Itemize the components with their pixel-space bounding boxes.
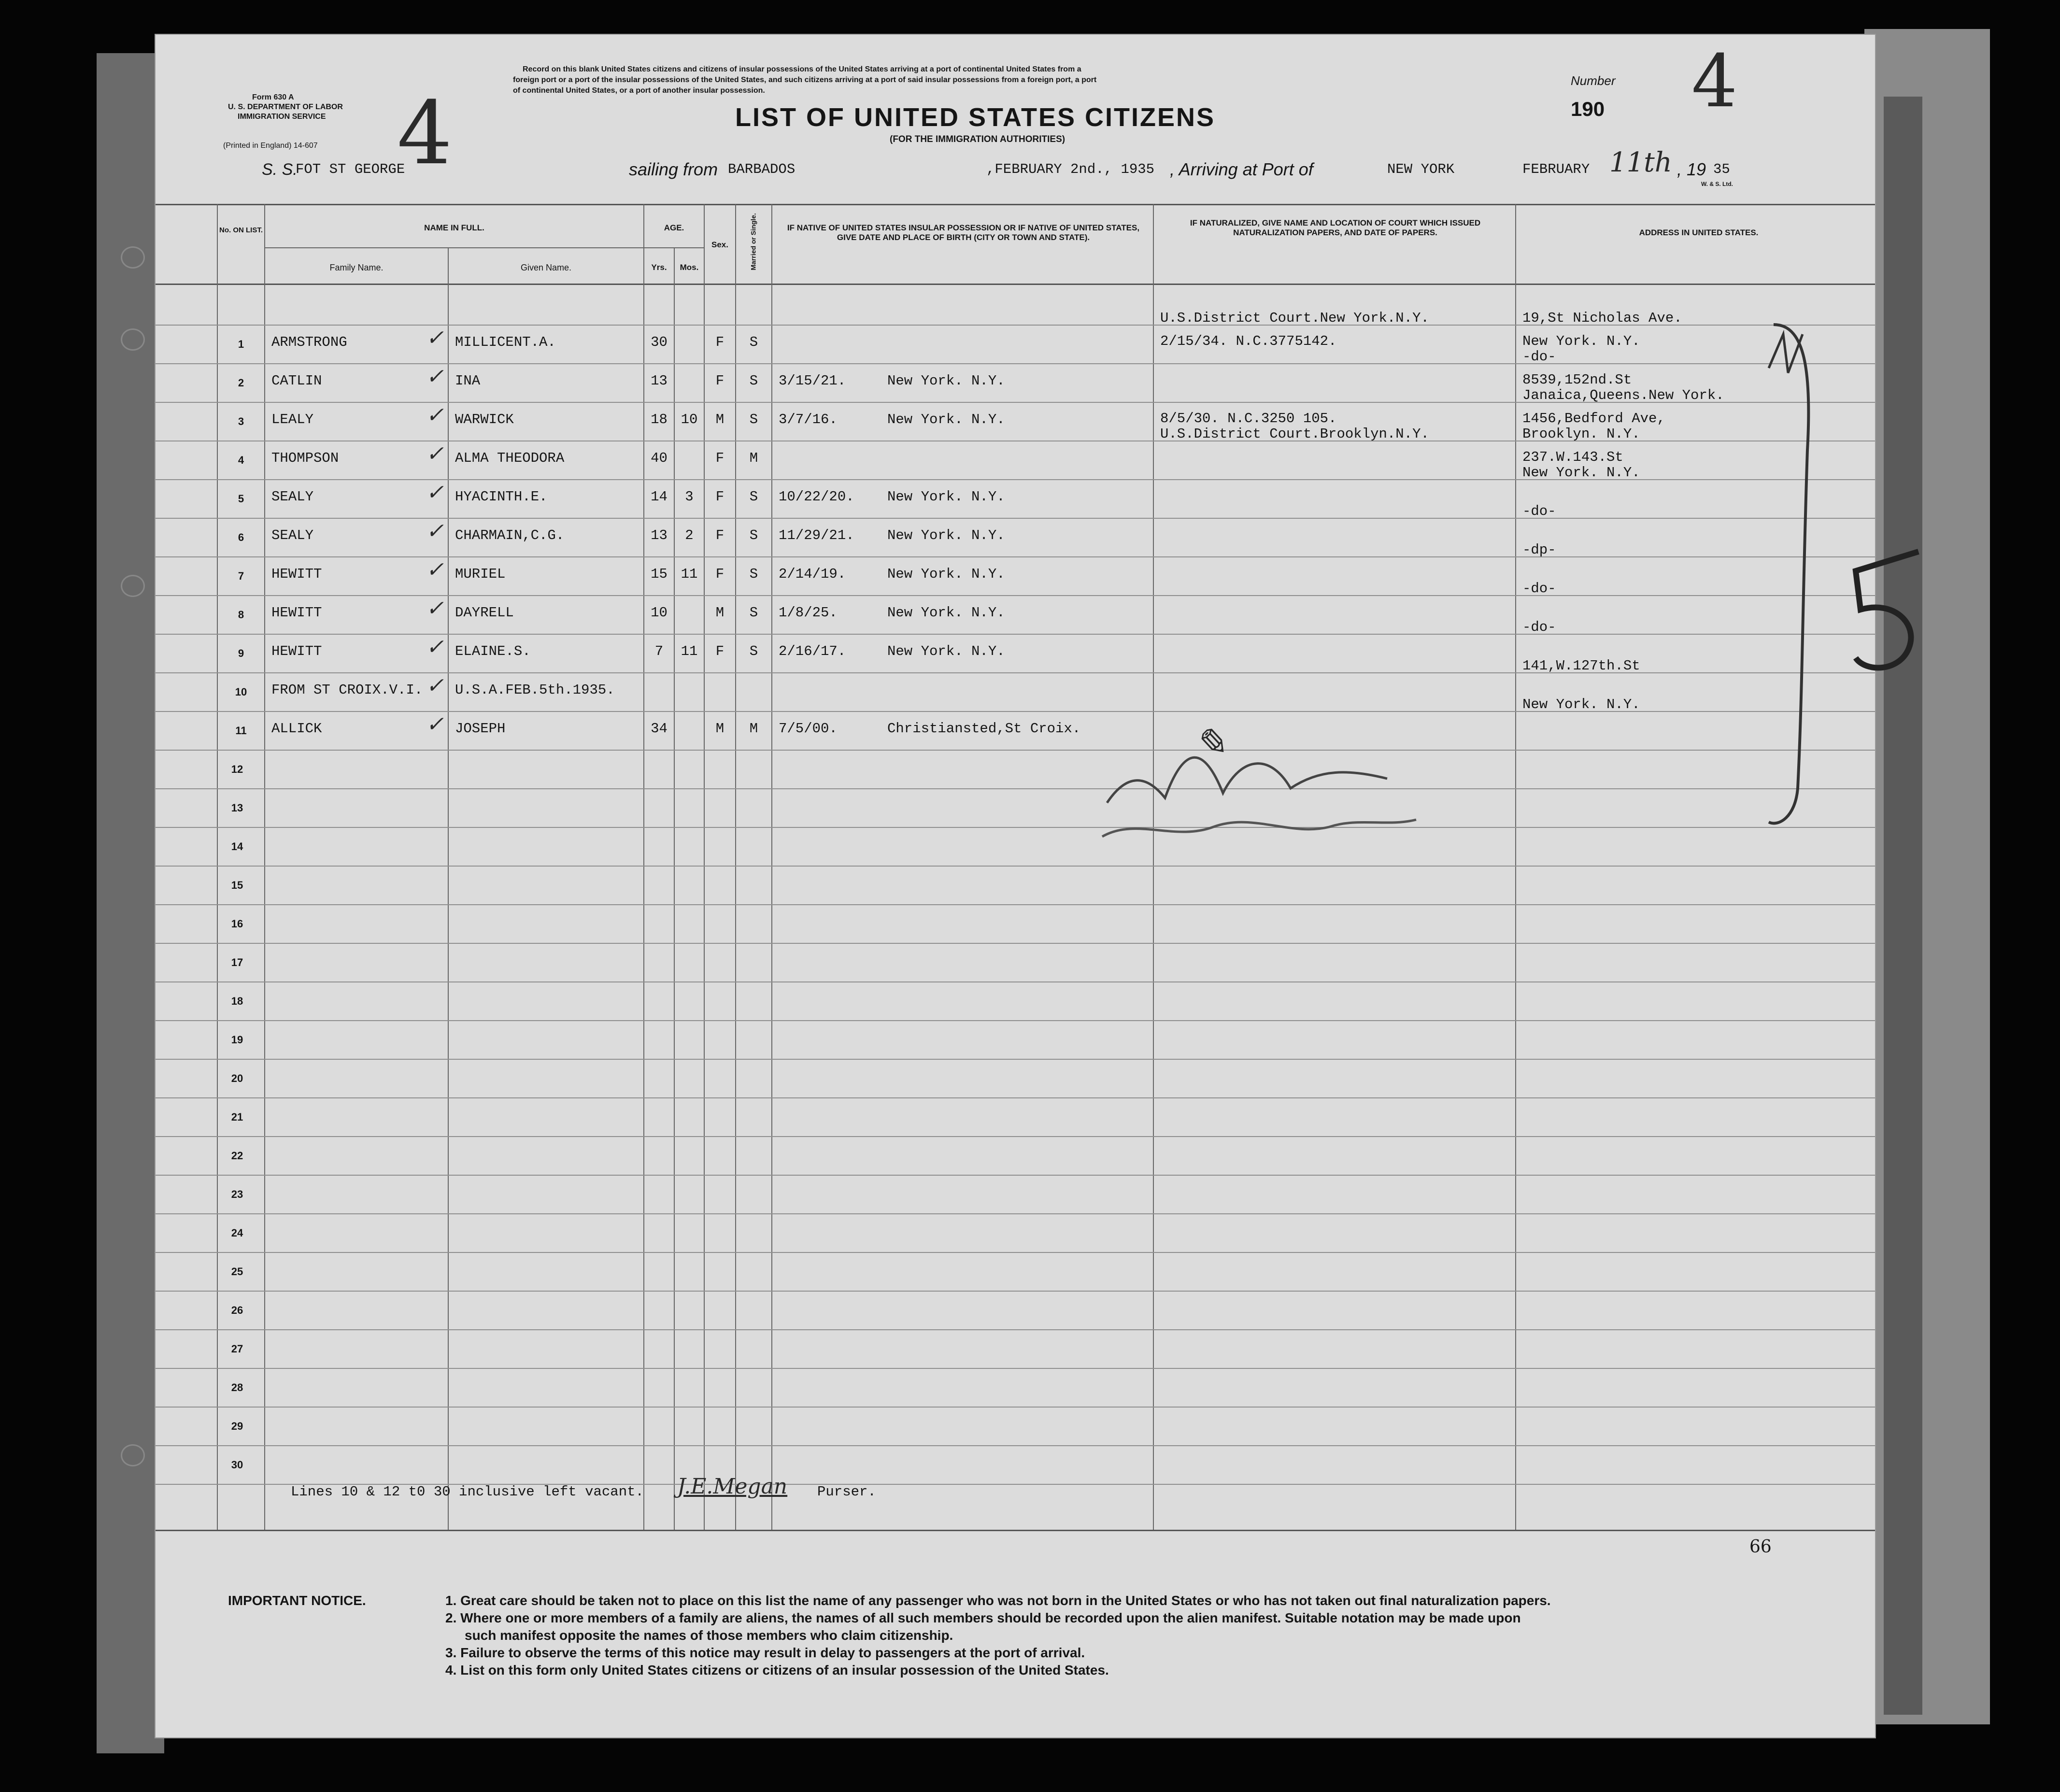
cell-given: HYACINTH.E. xyxy=(455,489,548,505)
ship-name: FOT ST GEORGE xyxy=(296,161,405,177)
check-mark-icon: ✓ xyxy=(426,364,444,389)
header-family-name: Family Name. xyxy=(329,263,384,272)
cell-addr-a: -do- xyxy=(1522,619,1556,635)
manifest-page xyxy=(155,34,1876,1738)
cell-addr-a: 19,St Nicholas Ave. xyxy=(1522,310,1682,326)
row-number: 22 xyxy=(231,1150,243,1162)
row-number: 12 xyxy=(231,763,243,775)
notice-item-3: 3. Failure to observe the terms of this notice may result in delay to passengers at the port of arrival. xyxy=(445,1645,1085,1660)
arriving-label: , Arriving at Port of xyxy=(1170,159,1313,179)
cell-yrs: 30 xyxy=(651,334,668,350)
notice-item-2-cont: such manifest opposite the names of those members who claim citizenship. xyxy=(465,1628,953,1643)
cell-mos: 2 xyxy=(685,527,694,543)
punch-hole xyxy=(48,1454,70,1481)
hole-shadow xyxy=(121,328,145,351)
punch-hole xyxy=(48,580,70,607)
purser-signature: J.E.Megan xyxy=(677,1474,788,1499)
cell-addr-a: Brooklyn. N.Y. xyxy=(1522,426,1640,442)
row-rule xyxy=(156,1252,1875,1253)
row-number: 28 xyxy=(231,1381,243,1394)
vacant-lines-note: Lines 10 & 12 t0 30 inclusive left vacant. xyxy=(291,1484,644,1500)
check-mark-icon: ✓ xyxy=(426,557,444,582)
inspector-signature: ✎ xyxy=(1192,719,1229,768)
check-mark-icon: ✓ xyxy=(426,635,444,659)
arrival-month: FEBRUARY xyxy=(1522,161,1590,177)
sailing-from: BARBADOS xyxy=(728,161,796,177)
cell-birth-date: 11/29/21. xyxy=(779,527,854,543)
col-divider xyxy=(674,247,675,1530)
cell-ms: S xyxy=(749,489,758,505)
hole-shadow xyxy=(121,246,145,269)
header-name-in-full: NAME IN FULL. xyxy=(424,223,484,232)
cell-ms: S xyxy=(749,643,758,659)
row-rule xyxy=(156,866,1875,867)
cell-ms: M xyxy=(749,450,758,466)
cell-family: LEALY xyxy=(271,412,314,427)
punch-hole xyxy=(48,251,70,278)
punch-hole xyxy=(48,517,70,544)
cell-no: 11 xyxy=(235,725,247,737)
cell-given: WARWICK xyxy=(455,412,514,427)
punch-hole xyxy=(48,328,70,356)
row-number: 14 xyxy=(231,840,243,853)
cell-given: U.S.A.FEB.5th.1935. xyxy=(455,682,615,698)
cell-ms: S xyxy=(749,605,758,621)
cell-no: 6 xyxy=(238,531,244,543)
ss-label: S. S. xyxy=(262,160,298,179)
arrival-port: NEW YORK xyxy=(1387,161,1455,177)
header-naturalization: IF NATURALIZED, GIVE NAME AND LOCATION OF COURT WHICH ISSUED NATURALIZATION PAPERS, AND DATE OF PAPERS. xyxy=(1190,218,1481,237)
cell-birth-place: New York. N.Y. xyxy=(887,527,1005,543)
cell-addr-a: -do- xyxy=(1522,503,1556,519)
row-rule xyxy=(156,1329,1875,1330)
cell-given: ALMA THEODORA xyxy=(455,450,565,466)
row-rule xyxy=(156,750,1875,751)
cell-birth-date: 3/7/16. xyxy=(779,412,838,427)
table-top-rule xyxy=(156,204,1875,205)
check-mark-icon: ✓ xyxy=(426,403,444,427)
cell-sex: M xyxy=(715,721,725,737)
hole-shadow xyxy=(121,575,145,597)
page-edge-shadow xyxy=(1884,97,1922,1715)
check-mark-icon: ✓ xyxy=(426,519,444,543)
printed-note: (Printed in England) 14-607 xyxy=(223,142,318,150)
year-prefix: 190 xyxy=(1571,98,1605,120)
cell-sex: F xyxy=(715,334,725,350)
cell-family: CATLIN xyxy=(271,373,322,389)
cell-yrs: 7 xyxy=(654,643,664,659)
arrival-year-prefix: , 19 xyxy=(1677,159,1706,179)
cell-addr-a: Janaica,Queens.New York. xyxy=(1522,387,1724,403)
punch-hole xyxy=(48,1198,70,1225)
row-rule xyxy=(156,363,1875,364)
number-label: Number xyxy=(1571,73,1616,88)
cell-birth-date: 2/14/19. xyxy=(779,566,846,582)
cell-addr-b: 237.W.143.St xyxy=(1522,449,1623,465)
cell-given: ELAINE.S. xyxy=(455,643,531,659)
cell-sex: M xyxy=(715,605,725,621)
row-rule xyxy=(156,904,1875,905)
check-mark-icon: ✓ xyxy=(426,441,444,466)
row-number: 19 xyxy=(231,1034,243,1046)
cell-yrs: 40 xyxy=(651,450,668,466)
cell-birth-date: 2/16/17. xyxy=(779,643,846,659)
cell-nat-a: U.S.District Court.New York.N.Y. xyxy=(1160,310,1429,326)
header-sub-rule xyxy=(265,247,643,248)
row-number: 15 xyxy=(231,879,243,891)
cell-sex: F xyxy=(715,527,725,543)
row-number: 25 xyxy=(231,1266,243,1278)
punch-hole xyxy=(48,1531,70,1558)
check-mark-icon: ✓ xyxy=(426,712,444,737)
row-rule xyxy=(156,981,1875,982)
sailing-label: sailing from xyxy=(629,159,718,179)
cell-no: 2 xyxy=(238,377,244,389)
header-bottom-rule xyxy=(156,284,1875,285)
header-sex: Sex. xyxy=(711,240,728,249)
row-rule xyxy=(156,1368,1875,1369)
cell-family: HEWITT xyxy=(271,605,322,621)
cell-ms: S xyxy=(749,412,758,427)
cell-birth-date: 1/8/25. xyxy=(779,605,838,621)
cell-sex: F xyxy=(715,373,725,389)
row-number: 16 xyxy=(231,918,243,930)
cell-birth-place: Christiansted,St Croix. xyxy=(887,721,1081,737)
row-rule xyxy=(156,1445,1875,1446)
cell-family: THOMPSON xyxy=(271,450,339,466)
cell-sex: F xyxy=(715,489,725,505)
punch-hole xyxy=(48,1275,70,1302)
service: IMMIGRATION SERVICE xyxy=(238,113,326,121)
cell-sex: F xyxy=(715,566,725,582)
check-mark-icon: ✓ xyxy=(426,480,444,505)
printer-mark: W. & S. Ltd. xyxy=(1701,181,1733,187)
row-number: 29 xyxy=(231,1420,243,1432)
page-title: LIST OF UNITED STATES CITIZENS xyxy=(735,103,1215,132)
page-subtitle: (FOR THE IMMIGRATION AUTHORITIES) xyxy=(890,134,1066,144)
cell-given: MURIEL xyxy=(455,566,506,582)
cell-sex: M xyxy=(715,412,725,427)
cell-yrs: 10 xyxy=(651,605,668,621)
cell-family: SEALY xyxy=(271,489,314,505)
cell-yrs: 13 xyxy=(651,527,668,543)
row-rule xyxy=(156,518,1875,519)
cell-nat-b: 2/15/34. N.C.3775142. xyxy=(1160,333,1337,349)
row-rule xyxy=(156,1136,1875,1137)
cell-mos: 11 xyxy=(681,566,698,582)
header-age: AGE. xyxy=(664,223,684,232)
cell-birth-date: 3/15/21. xyxy=(779,373,846,389)
check-mark-icon: ✓ xyxy=(426,326,444,350)
cell-given: DAYRELL xyxy=(455,605,514,621)
cell-ms: S xyxy=(749,334,758,350)
cell-addr-a: 141,W.127th.St xyxy=(1522,658,1640,674)
header-age-months: Mos. xyxy=(680,263,699,272)
cell-birth-date: 10/22/20. xyxy=(779,489,854,505)
sailing-date: ,FEBRUARY 2nd., 1935 xyxy=(986,161,1155,177)
cell-addr-a: New York. N.Y. xyxy=(1522,697,1640,712)
purser-label: Purser. xyxy=(817,1484,876,1500)
cell-yrs: 13 xyxy=(651,373,668,389)
cell-addr-a: New York. N.Y. xyxy=(1522,465,1640,481)
cell-given: MILLICENT.A. xyxy=(455,334,556,350)
cell-birth-place: New York. N.Y. xyxy=(887,605,1005,621)
row-number: 13 xyxy=(231,802,243,814)
cell-nat-b: 8/5/30. N.C.3250 105. xyxy=(1160,411,1337,427)
cell-no: 7 xyxy=(238,570,244,582)
arrival-year: 35 xyxy=(1713,161,1730,177)
cell-birth-place: New York. N.Y. xyxy=(887,489,1005,505)
cell-no: 3 xyxy=(238,415,244,427)
arrival-day: 11th xyxy=(1609,147,1672,178)
cell-birth-place: New York. N.Y. xyxy=(887,373,1005,389)
row-number: 20 xyxy=(231,1072,243,1084)
row-number: 27 xyxy=(231,1343,243,1355)
cell-addr-b: 8539,152nd.St xyxy=(1522,372,1632,388)
header-age-years: Yrs. xyxy=(651,263,667,272)
row-number: 18 xyxy=(231,995,243,1007)
number-value: 4 xyxy=(1691,40,1738,124)
binder-edge xyxy=(97,53,164,1753)
row-rule xyxy=(156,1020,1875,1021)
cell-birth-place: New York. N.Y. xyxy=(887,643,1005,659)
cell-no: 1 xyxy=(238,338,244,350)
row-rule xyxy=(156,556,1875,557)
cell-mos: 10 xyxy=(681,412,698,427)
cell-mos: 11 xyxy=(681,643,698,659)
instruction-line-1: Record on this blank United States citizens and citizens of insular possessions of the United States arriving at a port of continental United States from a xyxy=(523,65,1081,73)
instruction-line-2: foreign port or a port of the insular possessions of the United States, and such citizens arriving at a port of said insular possessions from a foreign port, a port xyxy=(513,76,1097,84)
row-number: 17 xyxy=(231,956,243,968)
check-mark-icon: ✓ xyxy=(426,596,444,621)
row-rule xyxy=(156,1291,1875,1292)
notice-item-2: 2. Where one or more members of a family are aliens, the names of all such members should be recorded upon the alien manifest. Suitable notation may be made upon xyxy=(445,1610,1521,1625)
row-rule xyxy=(156,1097,1875,1098)
form-number: Form 630 A xyxy=(252,93,294,101)
row-rule xyxy=(156,788,1875,789)
cell-addr-b: 1456,Bedford Ave, xyxy=(1522,411,1665,427)
row-rule xyxy=(156,595,1875,596)
row-rule xyxy=(156,634,1875,635)
instruction-line-3: of continental United States, or a port of another insular possession. xyxy=(513,86,765,95)
notice-item-4: 4. List on this form only United States citizens or citizens of an insular possession of the United States. xyxy=(445,1663,1109,1678)
cell-ms: S xyxy=(749,566,758,582)
cell-family: FROM ST CROIX.V.I. xyxy=(271,682,423,698)
cell-addr-a: -do- xyxy=(1522,581,1556,597)
cell-addr-a: -do- xyxy=(1522,349,1556,365)
notice-item-1: 1. Great care should be taken not to place on this list the name of any passenger who was not born in the United States or who has not taken out final naturalization papers. xyxy=(445,1593,1551,1608)
cell-family: HEWITT xyxy=(271,643,322,659)
row-rule xyxy=(156,1407,1875,1408)
cell-given: CHARMAIN,C.G. xyxy=(455,527,565,543)
handwritten-list-number: 4 xyxy=(397,83,453,184)
cell-sex: F xyxy=(715,643,725,659)
page-number: 66 xyxy=(1749,1537,1772,1557)
cell-addr-a: -dp- xyxy=(1522,542,1556,558)
cell-yrs: 18 xyxy=(651,412,668,427)
cell-sex: F xyxy=(715,450,725,466)
row-rule xyxy=(156,1175,1875,1176)
hole-shadow xyxy=(121,1444,145,1466)
cell-no: 5 xyxy=(238,493,244,505)
cell-mos: 3 xyxy=(685,489,694,505)
row-number: 30 xyxy=(231,1459,243,1471)
handwritten-signature-mark xyxy=(1097,716,1435,861)
cell-yrs: 14 xyxy=(651,489,668,505)
row-number: 21 xyxy=(231,1111,243,1123)
table-bottom-rule xyxy=(156,1530,1875,1531)
page-edge-right xyxy=(1864,29,1990,1724)
row-rule xyxy=(156,827,1875,828)
row-number: 26 xyxy=(231,1304,243,1316)
cell-nat-a: U.S.District Court.Brooklyn.N.Y. xyxy=(1160,426,1429,442)
punch-hole xyxy=(48,1125,70,1152)
cell-birth-place: New York. N.Y. xyxy=(887,566,1005,582)
cell-ms: S xyxy=(749,527,758,543)
cell-no: 4 xyxy=(238,454,244,466)
cell-given: JOSEPH xyxy=(455,721,506,737)
row-rule xyxy=(156,1213,1875,1214)
cell-birth-place: New York. N.Y. xyxy=(887,412,1005,427)
cell-no: 9 xyxy=(238,647,244,659)
cell-no: 8 xyxy=(238,609,244,621)
cell-given: INA xyxy=(455,373,481,389)
cell-yrs: 34 xyxy=(651,721,668,737)
cell-yrs: 15 xyxy=(651,566,668,582)
row-rule xyxy=(156,943,1875,944)
cell-ms: M xyxy=(749,721,758,737)
cell-no: 10 xyxy=(235,686,247,698)
row-number: 24 xyxy=(231,1227,243,1239)
check-mark-icon: ✓ xyxy=(426,673,444,698)
department: U. S. DEPARTMENT OF LABOR xyxy=(228,103,343,111)
handwritten-mark-5 xyxy=(1836,542,1933,687)
header-married-single: Married or Single. xyxy=(749,213,757,270)
cell-ms: S xyxy=(749,373,758,389)
cell-birth-date: 7/5/00. xyxy=(779,721,838,737)
cell-family: ALLICK xyxy=(271,721,322,737)
cell-family: HEWITT xyxy=(271,566,322,582)
row-number: 23 xyxy=(231,1188,243,1200)
cell-family: ARMSTRONG xyxy=(271,334,347,350)
cell-addr-b: New York. N.Y. xyxy=(1522,333,1640,349)
header-address: ADDRESS IN UNITED STATES. xyxy=(1639,228,1759,237)
header-given-name: Given Name. xyxy=(520,263,572,272)
col-divider xyxy=(448,247,449,1530)
cell-family: SEALY xyxy=(271,527,314,543)
header-sub-rule xyxy=(644,247,704,248)
notice-heading: IMPORTANT NOTICE. xyxy=(228,1593,366,1608)
row-rule xyxy=(156,1059,1875,1060)
header-birth-place: IF NATIVE OF UNITED STATES INSULAR POSSESSION OR IF NATIVE OF UNITED STATES, GIVE DATE AND PLACE OF BIRTH (CITY OR TOWN AND STATE). xyxy=(787,223,1140,242)
header-list-number: No. ON LIST. xyxy=(219,226,263,234)
